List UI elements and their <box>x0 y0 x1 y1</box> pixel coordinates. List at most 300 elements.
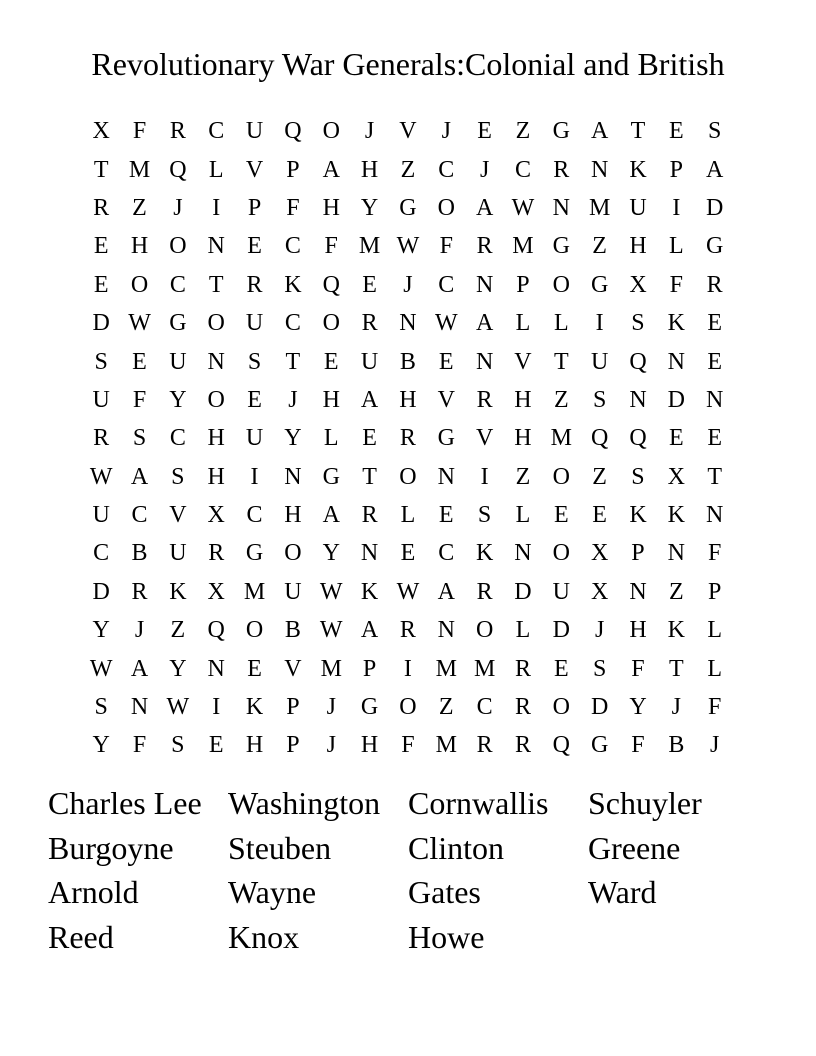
grid-letter: J <box>364 118 375 145</box>
grid-letter: D <box>706 194 724 221</box>
grid-letter: A <box>130 463 149 490</box>
grid-letter: J <box>403 271 413 298</box>
word-list-item: Washington <box>228 785 381 821</box>
grid-letter: O <box>207 310 225 337</box>
grid-letter: E <box>323 348 339 375</box>
grid-letter: H <box>629 233 647 260</box>
grid-letter: R <box>169 118 186 145</box>
grid-letter: Y <box>92 732 110 759</box>
grid-letter: F <box>132 386 147 413</box>
grid-letter: G <box>245 540 264 567</box>
grid-letter: P <box>669 156 683 183</box>
grid-letter: N <box>514 540 532 567</box>
puzzle-title: Revolutionary War Generals:Colonial and British <box>91 46 725 82</box>
grid-letter: O <box>437 194 455 221</box>
grid-letter: J <box>134 617 145 644</box>
grid-letter: I <box>595 310 604 337</box>
grid-letter: E <box>438 348 454 375</box>
grid-letter: W <box>89 463 113 490</box>
grid-letter: M <box>435 732 457 759</box>
grid-letter: C <box>284 233 301 260</box>
grid-letter: V <box>169 502 187 529</box>
grid-letter: A <box>475 194 494 221</box>
grid-letter: M <box>512 233 534 260</box>
grid-letter: D <box>514 578 532 605</box>
grid-letter: S <box>171 732 185 759</box>
grid-letter: J <box>479 156 490 183</box>
grid-letter: Q <box>590 425 609 452</box>
grid-letter: Y <box>92 617 110 644</box>
grid-row <box>82 266 734 304</box>
grid-letter: C <box>476 694 493 721</box>
grid-letter: C <box>131 502 148 529</box>
grid-letter: K <box>667 617 685 644</box>
grid-letter: Z <box>400 156 416 183</box>
word-list-item: Clinton <box>408 829 505 866</box>
grid-letter: D <box>92 310 110 337</box>
grid-letter: I <box>250 463 259 490</box>
grid-letter: V <box>475 425 494 452</box>
grid-letter: U <box>245 118 264 145</box>
grid-letter: R <box>553 156 570 183</box>
grid-letter: R <box>514 655 531 682</box>
grid-letter: E <box>247 386 262 413</box>
grid-letter: K <box>667 502 685 529</box>
grid-letter: Z <box>592 463 607 490</box>
grid-letter: N <box>360 540 379 567</box>
grid-letter: N <box>667 540 685 567</box>
grid-letter: O <box>207 386 225 413</box>
grid-row <box>82 227 734 265</box>
grid-letter: K <box>360 578 379 605</box>
grid-letter: O <box>284 540 302 567</box>
grid-letter: I <box>672 194 681 221</box>
grid-letter: E <box>707 348 722 375</box>
word-list-item: Burgoyne <box>48 829 174 866</box>
grid-letter: R <box>131 578 148 605</box>
grid-letter: R <box>208 540 225 567</box>
grid-letter: J <box>173 194 183 221</box>
grid-letter: U <box>284 578 302 605</box>
word-list-item: Cornwallis <box>408 785 549 821</box>
grid-letter: O <box>399 463 417 490</box>
grid-letter: J <box>710 732 720 759</box>
grid-letter: P <box>286 156 300 183</box>
grid-letter: J <box>326 732 336 759</box>
grid-letter: O <box>552 694 570 721</box>
grid-letter: Y <box>629 694 647 721</box>
grid-letter: P <box>631 540 645 567</box>
grid-letter: O <box>399 694 417 721</box>
word-list-item: Schuyler <box>588 785 702 821</box>
word-list-item: Ward <box>588 874 657 911</box>
grid-letter: Y <box>169 655 187 682</box>
grid-letter: L <box>515 310 531 337</box>
grid-letter: R <box>514 694 531 721</box>
grid-letter: D <box>590 694 609 721</box>
grid-letter: T <box>553 348 569 375</box>
grid-letter: K <box>629 502 647 529</box>
grid-letter: T <box>285 348 301 375</box>
grid-row <box>82 726 734 764</box>
grid-letter: O <box>169 233 187 260</box>
grid-letter: F <box>286 194 300 221</box>
grid-letter: E <box>707 310 722 337</box>
grid-letter: N <box>284 463 302 490</box>
grid-letter: M <box>320 655 342 682</box>
grid-letter: N <box>130 694 149 721</box>
grid-letter: Y <box>360 194 379 221</box>
grid-letter: R <box>361 502 378 529</box>
grid-letter: P <box>286 732 300 759</box>
grid-letter: B <box>131 540 148 567</box>
grid-letter: G <box>552 233 570 260</box>
grid-letter: R <box>399 425 416 452</box>
grid-letter: O <box>130 271 149 298</box>
grid-letter: E <box>247 233 262 260</box>
grid-letter: N <box>706 502 724 529</box>
grid-letter: F <box>132 118 147 145</box>
grid-letter: U <box>169 348 187 375</box>
grid-letter: E <box>93 233 109 260</box>
grid-letter: F <box>132 732 147 759</box>
grid-row <box>82 189 734 227</box>
word-list <box>48 782 768 961</box>
grid-letter: E <box>247 655 262 682</box>
grid-letter: M <box>588 194 611 221</box>
grid-row <box>82 688 734 726</box>
grid-letter: U <box>92 502 110 529</box>
grid-letter: R <box>93 425 110 452</box>
word-list-item: Gates <box>408 874 481 911</box>
grid-row <box>82 342 734 380</box>
grid-letter: E <box>93 271 109 298</box>
grid-letter: P <box>286 694 300 721</box>
grid-letter: A <box>475 310 494 337</box>
grid-letter: A <box>130 655 149 682</box>
grid-letter: R <box>476 386 493 413</box>
grid-letter: W <box>434 310 458 337</box>
grid-letter: Y <box>284 425 302 452</box>
grid-letter: S <box>631 310 645 337</box>
grid-letter: S <box>247 348 262 375</box>
grid-letter: H <box>399 386 417 413</box>
grid-letter: A <box>360 617 379 644</box>
word-list-item: Arnold <box>48 874 139 911</box>
grid-row <box>82 381 734 419</box>
grid-letter: L <box>323 425 339 452</box>
grid-letter: R <box>399 617 416 644</box>
grid-letter: C <box>208 118 225 145</box>
grid-letter: N <box>437 463 455 490</box>
grid-letter: E <box>707 425 722 452</box>
grid-letter: R <box>361 310 378 337</box>
letter-grid <box>82 112 734 765</box>
grid-letter: T <box>362 463 377 490</box>
grid-letter: T <box>707 463 722 490</box>
grid-letter: L <box>668 233 684 260</box>
grid-letter: I <box>480 463 489 490</box>
grid-letter: D <box>92 578 110 605</box>
grid-letter: Q <box>207 617 225 644</box>
grid-letter: I <box>212 194 221 221</box>
grid-letter: R <box>514 732 531 759</box>
grid-letter: N <box>629 386 647 413</box>
grid-letter: N <box>475 348 494 375</box>
grid-letter: C <box>169 425 186 452</box>
grid-letter: W <box>128 310 151 337</box>
grid-letter: E <box>208 732 224 759</box>
grid-row <box>82 458 734 496</box>
grid-letter: G <box>552 118 570 145</box>
grid-letter: T <box>630 118 646 145</box>
grid-letter: L <box>553 310 569 337</box>
grid-letter: G <box>706 233 724 260</box>
grid-letter: W <box>89 655 113 682</box>
grid-letter: X <box>629 271 647 298</box>
grid-letter: A <box>360 386 379 413</box>
grid-letter: Q <box>284 118 302 145</box>
grid-letter: L <box>400 502 416 529</box>
grid-letter: Q <box>629 348 647 375</box>
grid-letter: F <box>707 694 722 721</box>
grid-letter: R <box>93 194 110 221</box>
grid-letter: N <box>667 348 685 375</box>
grid-letter: N <box>706 386 724 413</box>
grid-letter: W <box>511 194 535 221</box>
grid-letter: Y <box>322 540 340 567</box>
grid-letter: M <box>550 425 572 452</box>
word-list-item: Wayne <box>228 874 317 911</box>
grid-letter: S <box>132 425 147 452</box>
grid-letter: X <box>207 502 225 529</box>
grid-letter: A <box>590 118 609 145</box>
grid-letter: H <box>514 425 532 452</box>
grid-letter: C <box>514 156 531 183</box>
grid-letter: E <box>668 425 684 452</box>
grid-letter: G <box>322 463 340 490</box>
grid-letter: S <box>171 463 185 490</box>
grid-letter: Z <box>132 194 147 221</box>
grid-letter: E <box>553 502 569 529</box>
grid-letter: A <box>322 156 340 183</box>
grid-letter: R <box>476 578 493 605</box>
grid-letter: K <box>475 540 494 567</box>
grid-row <box>82 304 734 342</box>
grid-letter: B <box>668 732 685 759</box>
grid-letter: T <box>93 156 109 183</box>
grid-letter: H <box>514 386 532 413</box>
grid-letter: E <box>362 271 377 298</box>
grid-letter: P <box>516 271 530 298</box>
grid-letter: K <box>245 694 264 721</box>
grid-letter: L <box>208 156 224 183</box>
grid-letter: M <box>473 655 496 682</box>
grid-letter: P <box>247 194 262 221</box>
grid-letter: C <box>438 540 455 567</box>
grid-letter: J <box>288 386 298 413</box>
grid-letter: S <box>94 348 108 375</box>
grid-row <box>82 649 734 687</box>
grid-letter: Y <box>169 386 187 413</box>
grid-letter: E <box>400 540 416 567</box>
grid-letter: O <box>245 617 264 644</box>
grid-letter: J <box>671 694 681 721</box>
grid-letter: G <box>399 194 417 221</box>
grid-letter: T <box>208 271 224 298</box>
grid-letter: X <box>92 118 110 145</box>
grid-letter: F <box>631 655 645 682</box>
grid-letter: Q <box>629 425 647 452</box>
grid-letter: S <box>592 655 607 682</box>
grid-letter: N <box>475 271 494 298</box>
grid-letter: Z <box>170 617 186 644</box>
grid-letter: A <box>322 502 340 529</box>
grid-letter: U <box>245 425 264 452</box>
grid-letter: W <box>396 578 420 605</box>
grid-letter: C <box>438 156 455 183</box>
grid-letter: S <box>477 502 492 529</box>
grid-letter: H <box>360 156 379 183</box>
grid-letter: P <box>707 578 722 605</box>
grid-letter: S <box>631 463 645 490</box>
grid-letter: E <box>668 118 684 145</box>
grid-letter: Q <box>322 271 340 298</box>
grid-letter: F <box>439 233 453 260</box>
word-list-item: Reed <box>48 919 114 956</box>
grid-letter: T <box>668 655 684 682</box>
grid-letter: F <box>631 732 645 759</box>
grid-letter: H <box>629 617 647 644</box>
grid-letter: H <box>130 233 149 260</box>
grid-row <box>82 496 734 534</box>
grid-letter: W <box>319 617 343 644</box>
grid-letter: V <box>284 655 302 682</box>
grid-letter: S <box>707 118 722 145</box>
word-list-item: Charles Lee <box>48 785 202 821</box>
grid-letter: J <box>594 617 605 644</box>
grid-letter: H <box>322 194 340 221</box>
grid-letter: Z <box>553 386 569 413</box>
grid-letter: H <box>207 425 225 452</box>
grid-letter: N <box>399 310 417 337</box>
grid-letter: F <box>707 540 722 567</box>
grid-row <box>82 150 734 188</box>
grid-letter: S <box>94 694 108 721</box>
grid-letter: M <box>243 578 266 605</box>
grid-letter: E <box>477 118 492 145</box>
grid-letter: C <box>169 271 186 298</box>
grid-letter: E <box>553 655 569 682</box>
word-list-item: Steuben <box>228 829 332 866</box>
grid-letter: C <box>246 502 263 529</box>
grid-letter: H <box>207 463 225 490</box>
grid-letter: M <box>358 233 381 260</box>
grid-letter: Z <box>515 118 531 145</box>
grid-letter: A <box>437 578 455 605</box>
grid-letter: N <box>437 617 455 644</box>
grid-letter: U <box>245 310 264 337</box>
grid-letter: W <box>396 233 420 260</box>
grid-letter: U <box>92 386 110 413</box>
grid-letter: K <box>629 156 647 183</box>
grid-letter: X <box>667 463 685 490</box>
grid-letter: I <box>212 694 221 721</box>
grid-letter: W <box>166 694 190 721</box>
grid-letter: Z <box>668 578 684 605</box>
grid-letter: C <box>438 271 455 298</box>
grid-letter: J <box>326 694 336 721</box>
grid-letter: O <box>322 310 340 337</box>
grid-letter: E <box>132 348 147 375</box>
grid-letter: N <box>552 194 570 221</box>
word-list-item: Knox <box>228 919 300 956</box>
grid-letter: N <box>207 655 225 682</box>
grid-row <box>82 611 734 649</box>
grid-letter: H <box>360 732 379 759</box>
grid-letter: X <box>207 578 225 605</box>
grid-letter: O <box>552 271 570 298</box>
grid-letter: O <box>552 540 570 567</box>
grid-letter: L <box>707 617 722 644</box>
grid-letter: O <box>322 118 340 145</box>
grid-letter: G <box>590 732 609 759</box>
grid-letter: E <box>362 425 377 452</box>
grid-letter: R <box>476 732 493 759</box>
grid-letter: U <box>552 578 570 605</box>
grid-letter: P <box>362 655 377 682</box>
grid-letter: G <box>169 310 187 337</box>
grid-letter: L <box>515 617 531 644</box>
grid-letter: B <box>399 348 416 375</box>
grid-letter: D <box>552 617 570 644</box>
grid-letter: E <box>438 502 454 529</box>
grid-letter: R <box>476 233 493 260</box>
grid-letter: X <box>590 540 609 567</box>
grid-letter: F <box>669 271 683 298</box>
grid-letter: N <box>207 348 225 375</box>
grid-letter: K <box>169 578 187 605</box>
grid-letter: C <box>93 540 110 567</box>
grid-letter: H <box>284 502 302 529</box>
grid-letter: K <box>667 310 685 337</box>
grid-letter: B <box>284 617 301 644</box>
grid-letter: C <box>284 310 301 337</box>
grid-letter: D <box>667 386 685 413</box>
grid-letter: X <box>590 578 609 605</box>
word-list-item: Howe <box>408 919 485 956</box>
grid-letter: N <box>590 156 609 183</box>
grid-letter: U <box>169 540 187 567</box>
grid-letter: R <box>246 271 263 298</box>
grid-letter: L <box>707 655 722 682</box>
grid-letter: L <box>515 502 531 529</box>
grid-letter: O <box>552 463 570 490</box>
grid-letter: U <box>590 348 609 375</box>
grid-letter: G <box>437 425 455 452</box>
grid-letter: H <box>322 386 340 413</box>
grid-letter: K <box>284 271 302 298</box>
grid-row <box>82 573 734 611</box>
grid-letter: I <box>403 655 412 682</box>
grid-row <box>82 112 734 150</box>
grid-letter: Z <box>438 694 454 721</box>
grid-letter: N <box>207 233 225 260</box>
grid-letter: H <box>245 732 264 759</box>
grid-letter: W <box>319 578 343 605</box>
grid-letter: V <box>514 348 532 375</box>
grid-letter: O <box>475 617 494 644</box>
